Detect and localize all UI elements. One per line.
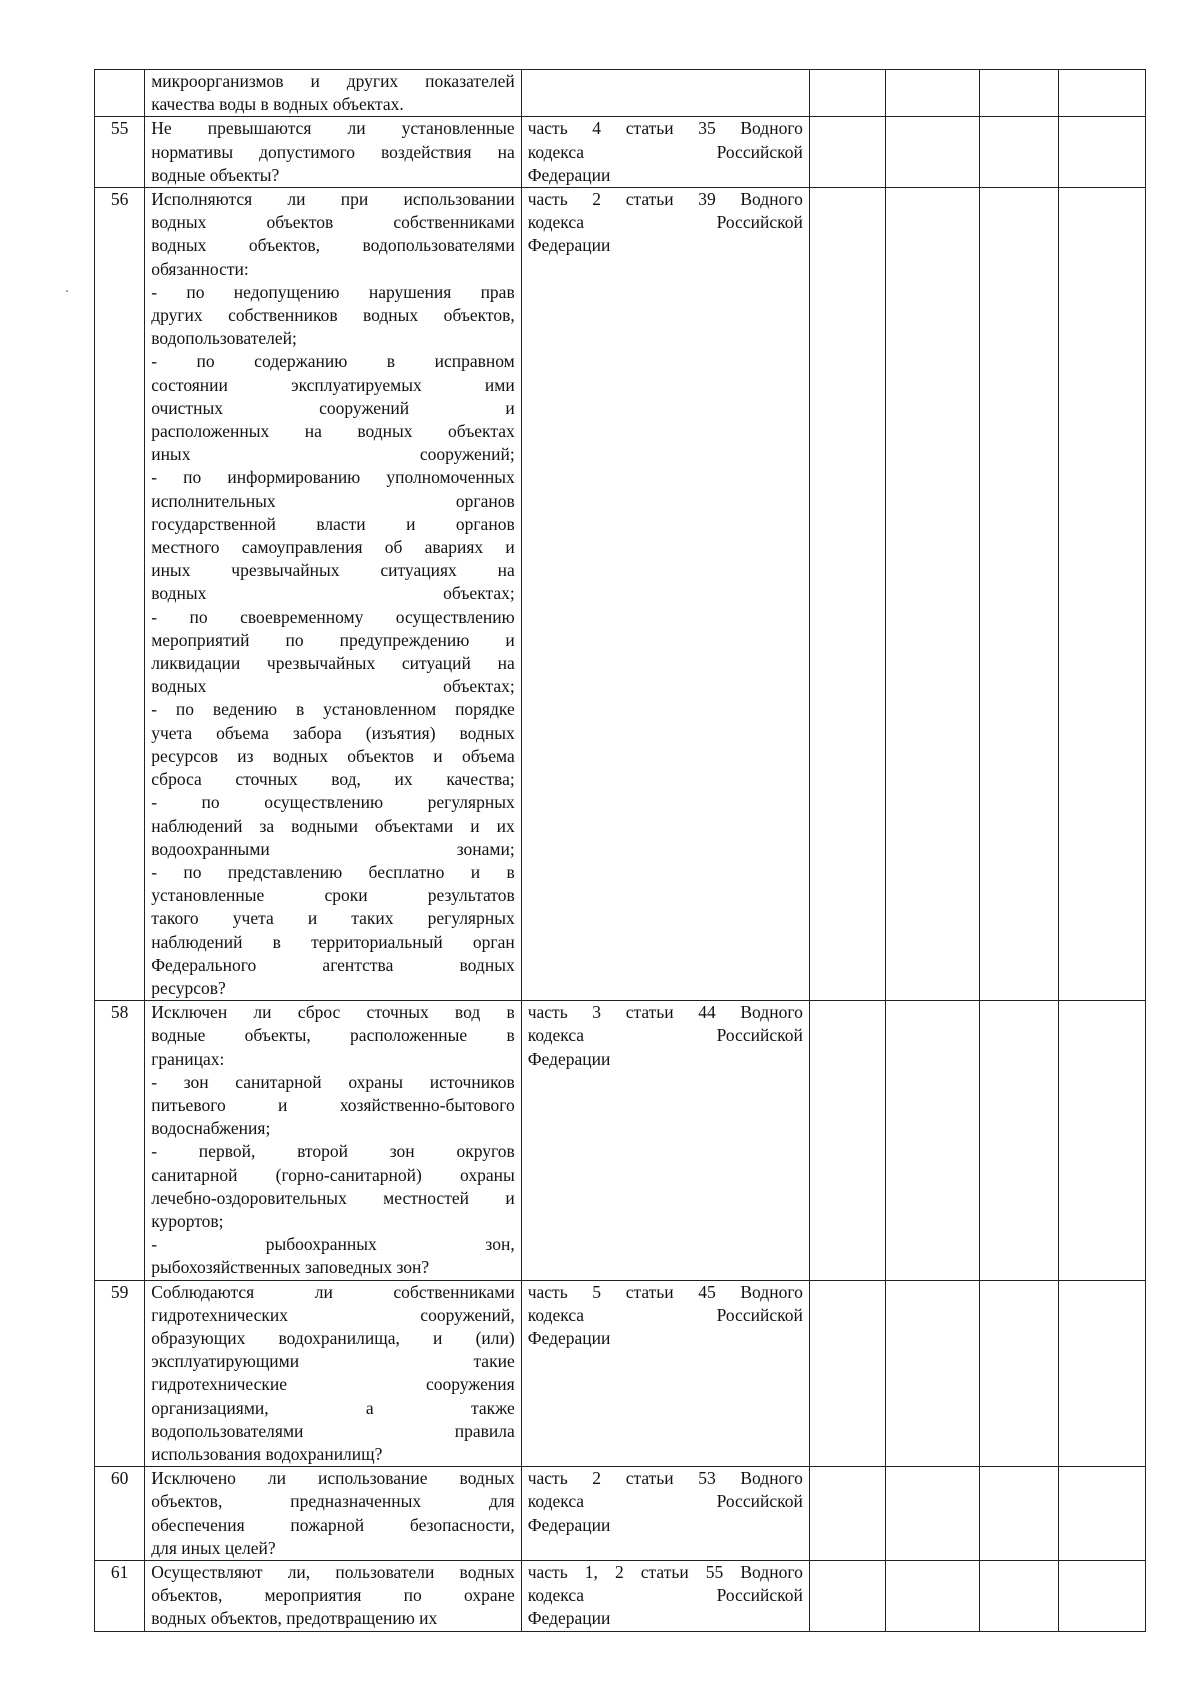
question-line: водные объекты? [151, 164, 280, 185]
row-number: 61 [95, 1561, 145, 1632]
answer-yes-cell [809, 188, 885, 1001]
answer-no-cell [886, 1467, 980, 1561]
question-line: иных чрезвычайных ситуациях на [151, 560, 515, 581]
question-line: - по информированию уполномоченных [151, 467, 515, 488]
row-number: 60 [95, 1467, 145, 1561]
reference-line: часть 1, 2 статьи 55 Водного [527, 1562, 803, 1582]
question-line: расположенных на водных объектах [151, 421, 515, 442]
question-line: - по представлению бесплатно и в [151, 861, 515, 882]
checklist-table [94, 69, 1146, 1632]
question-line: питьевого и хозяйственно-бытового [151, 1094, 515, 1115]
answer-yes-cell [809, 1280, 885, 1467]
answer-yes-cell [809, 1561, 885, 1632]
answer-no-cell [886, 1561, 980, 1632]
table-row [95, 70, 1146, 117]
question-line: водопользователями правила [151, 1420, 515, 1441]
question-line: микроорганизмов и других показателей [151, 71, 515, 91]
question-line: водных объектах; [151, 676, 515, 697]
question-line: водоснабжения; [151, 1118, 271, 1139]
table-row [95, 1280, 1146, 1467]
question-line: Осуществляют ли, пользователи водных [151, 1562, 515, 1582]
question-line: очистных сооружений и [151, 397, 515, 418]
question-cell [145, 117, 522, 188]
answer-no-cell [886, 1001, 980, 1280]
question-cell [145, 1001, 522, 1280]
answer-na-cell [980, 1561, 1059, 1632]
question-cell [145, 1561, 522, 1632]
table-row [95, 188, 1146, 1001]
question-line: мероприятий по предупреждению и [151, 629, 515, 650]
reference-line: кодекса Российской [527, 1585, 803, 1606]
reference-line: кодекса Российской [527, 1304, 803, 1325]
reference-line: Федерации [527, 164, 611, 185]
question-line: гидротехнических сооружений, [151, 1304, 515, 1325]
question-line: использования водохранилищ? [151, 1443, 383, 1464]
legal-reference-cell [521, 70, 809, 117]
question-line: - рыбоохранных зон, [151, 1234, 515, 1255]
question-line: иных сооружений; [151, 444, 515, 465]
answer-no-cell [886, 117, 980, 188]
reference-line: Федерации [527, 1514, 611, 1535]
reference-line: кодекса Российской [527, 212, 803, 233]
note-cell [1058, 1467, 1145, 1561]
row-number: 55 [95, 117, 145, 188]
question-line: рыбохозяйственных заповедных зон? [151, 1257, 430, 1278]
question-line: объектов, мероприятия по охране [151, 1585, 515, 1606]
answer-na-cell [980, 70, 1059, 117]
question-line: курортов; [151, 1210, 224, 1231]
reference-line: часть 5 статьи 45 Водного [527, 1281, 803, 1302]
note-cell [1058, 117, 1145, 188]
table-row [95, 1001, 1146, 1280]
question-line: водных объектов, предотвращению их [151, 1608, 438, 1629]
question-line: организациями, а также [151, 1397, 515, 1418]
question-line: - зон санитарной охраны источников [151, 1071, 515, 1092]
question-cell [145, 1467, 522, 1561]
question-line: нормативы допустимого воздействия на [151, 141, 515, 162]
answer-yes-cell [809, 1467, 885, 1561]
reference-line: Федерации [527, 1048, 611, 1069]
reference-line: часть 2 статьи 39 Водного [527, 189, 803, 210]
answer-na-cell [980, 1280, 1059, 1467]
question-line: водопользователей; [151, 328, 297, 349]
question-line: образующих водохранилища, и (или) [151, 1327, 515, 1348]
note-cell [1058, 1561, 1145, 1632]
answer-yes-cell [809, 1001, 885, 1280]
answer-yes-cell [809, 70, 885, 117]
question-line: ликвидации чрезвычайных ситуаций на [151, 653, 515, 674]
legal-reference-cell [521, 117, 809, 188]
note-cell [1058, 188, 1145, 1001]
reference-line: кодекса Российской [527, 141, 803, 162]
question-line: - по ведению в установленном порядке [151, 699, 515, 720]
question-line: Соблюдаются ли собственниками [151, 1281, 515, 1302]
question-line: эксплуатирующими такие [151, 1351, 515, 1372]
row-number [95, 70, 145, 117]
checklist-body [95, 70, 1146, 1632]
question-line: местного самоуправления об авариях и [151, 537, 515, 558]
question-line: - по содержанию в исправном [151, 351, 515, 372]
question-line: границах: [151, 1048, 225, 1069]
table-row [95, 1561, 1146, 1632]
question-line: установленные сроки результатов [151, 885, 515, 906]
legal-reference-cell [521, 188, 809, 1001]
question-line: учета объема забора (изъятия) водных [151, 722, 515, 743]
note-cell [1058, 1001, 1145, 1280]
question-line: наблюдений за водными объектами и их [151, 815, 515, 836]
question-line: состоянии эксплуатируемых ими [151, 374, 515, 395]
row-number: 59 [95, 1280, 145, 1467]
scan-speck [66, 290, 68, 292]
question-line: объектов, предназначенных для [151, 1491, 515, 1512]
question-line: качества воды в водных объектах. [151, 94, 404, 115]
question-line: гидротехнические сооружения [151, 1374, 515, 1395]
question-cell [145, 70, 522, 117]
legal-reference-cell [521, 1280, 809, 1467]
question-line: такого учета и таких регулярных [151, 908, 515, 929]
question-line: - по недопущению нарушения прав [151, 281, 515, 302]
question-line: обеспечения пожарной безопасности, [151, 1514, 515, 1535]
question-line: обязанности: [151, 258, 249, 279]
legal-reference-cell [521, 1561, 809, 1632]
row-number: 58 [95, 1001, 145, 1280]
question-line: наблюдений в территориальный орган [151, 931, 515, 952]
question-line: водоохранными зонами; [151, 838, 515, 859]
question-line: водных объектах; [151, 583, 515, 604]
note-cell [1058, 1280, 1145, 1467]
reference-line: Федерации [527, 1608, 611, 1629]
row-number: 56 [95, 188, 145, 1001]
answer-na-cell [980, 1467, 1059, 1561]
reference-line: Федерации [527, 1327, 611, 1348]
answer-no-cell [886, 70, 980, 117]
question-line: - первой, второй зон округов [151, 1141, 515, 1162]
question-line: Исключен ли сброс сточных вод в [151, 1002, 515, 1023]
question-line: лечебно-оздоровительных местностей и [151, 1187, 515, 1208]
answer-no-cell [886, 1280, 980, 1467]
reference-line: часть 4 статьи 35 Водного [527, 118, 803, 139]
question-line: ресурсов из водных объектов и объема [151, 745, 515, 766]
answer-na-cell [980, 188, 1059, 1001]
question-line: - по своевременному осуществлению [151, 606, 515, 627]
question-line: Исполняются ли при использовании [151, 189, 515, 210]
question-line: санитарной (горно-санитарной) охраны [151, 1164, 515, 1185]
question-line: сброса сточных вод, их качества; [151, 769, 515, 790]
question-cell [145, 1280, 522, 1467]
question-line: ресурсов? [151, 977, 226, 998]
table-row [95, 117, 1146, 188]
question-line: Не превышаются ли установленные [151, 118, 515, 139]
reference-line: кодекса Российской [527, 1025, 803, 1046]
table-row [95, 1467, 1146, 1561]
answer-na-cell [980, 1001, 1059, 1280]
question-line: водных объектов собственниками [151, 212, 515, 233]
question-line: водные объекты, расположенные в [151, 1025, 515, 1046]
answer-no-cell [886, 188, 980, 1001]
question-line: других собственников водных объектов, [151, 305, 515, 326]
reference-line: часть 3 статьи 44 Водного [527, 1002, 803, 1023]
question-line: государственной власти и органов [151, 513, 515, 534]
question-line: для иных целей? [151, 1537, 276, 1558]
reference-line: кодекса Российской [527, 1491, 803, 1512]
question-line: водных объектов, водопользователями [151, 235, 515, 256]
note-cell [1058, 70, 1145, 117]
reference-line: Федерации [527, 235, 611, 256]
question-line: Исключено ли использование водных [151, 1468, 515, 1489]
answer-na-cell [980, 117, 1059, 188]
legal-reference-cell [521, 1467, 809, 1561]
legal-reference-cell [521, 1001, 809, 1280]
question-line: исполнительных органов [151, 490, 515, 511]
answer-yes-cell [809, 117, 885, 188]
question-cell [145, 188, 522, 1001]
question-line: Федерального агентства водных [151, 954, 515, 975]
question-line: - по осуществлению регулярных [151, 792, 515, 813]
reference-line: часть 2 статьи 53 Водного [527, 1468, 803, 1489]
